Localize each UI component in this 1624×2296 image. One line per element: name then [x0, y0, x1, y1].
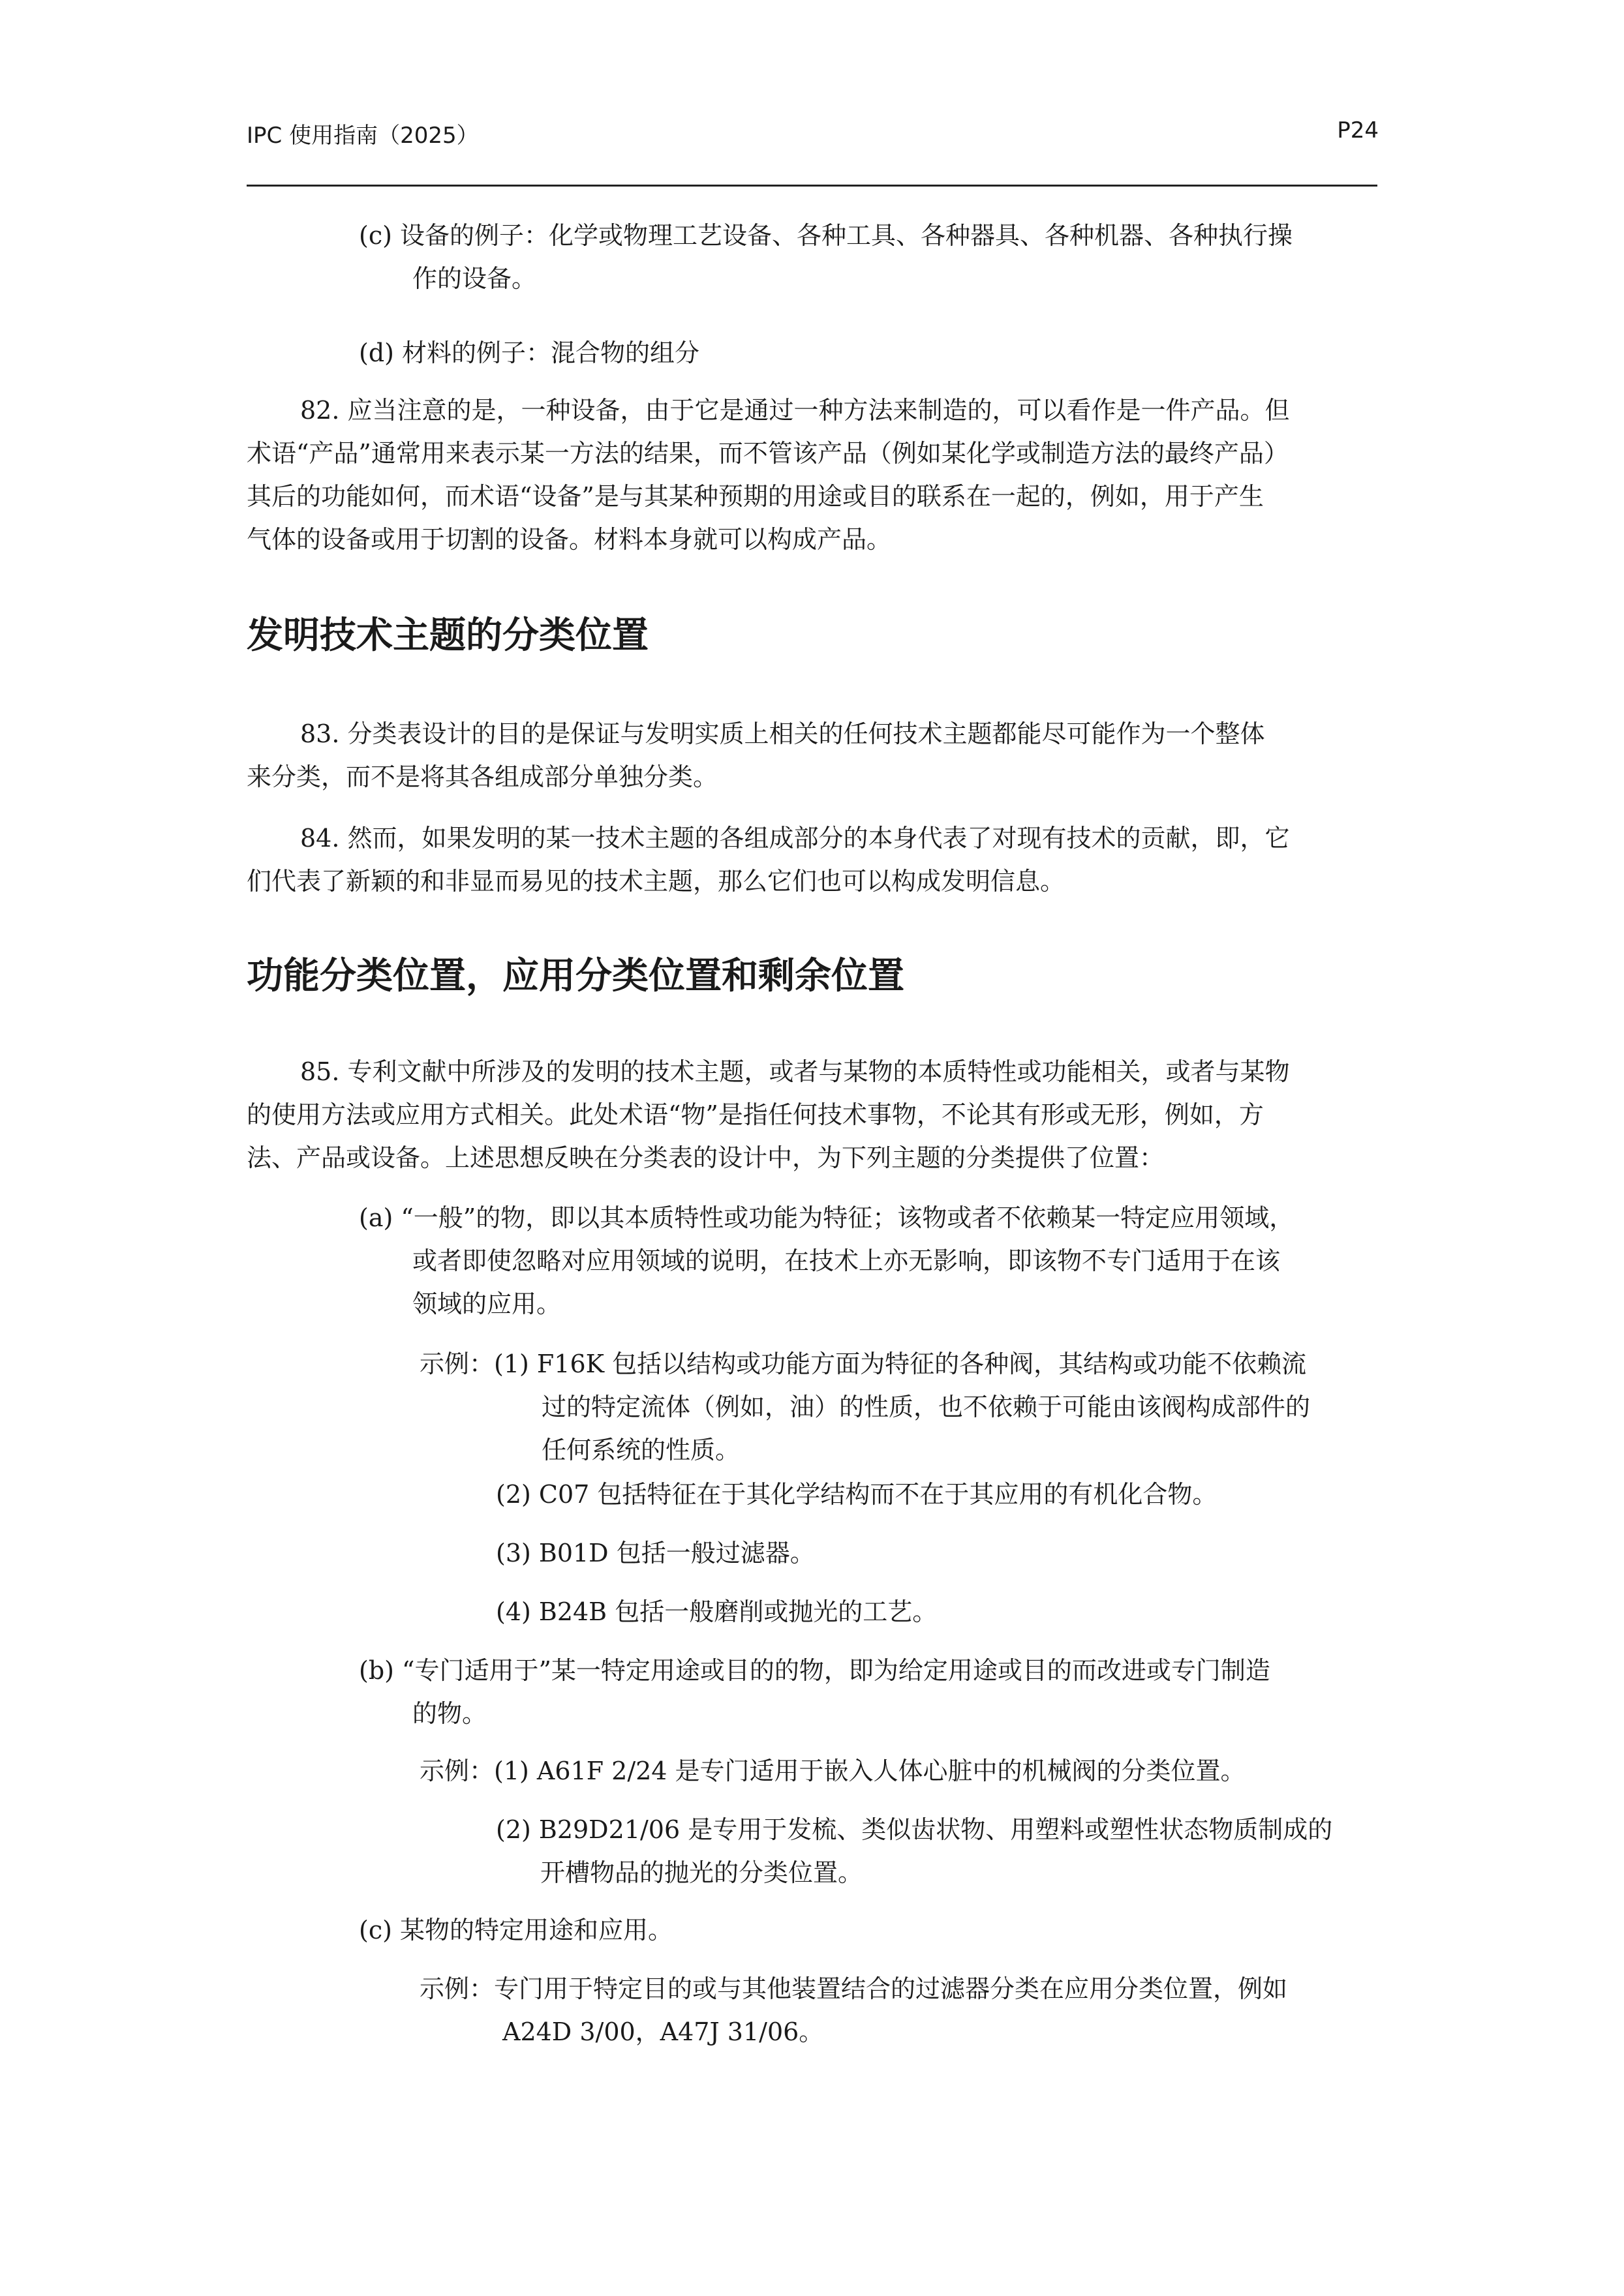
- paragraph-82-line: 82. 应当注意的是，一种设备，由于它是通过一种方法来制造的，可以看作是一件产品。但: [300, 396, 1290, 425]
- paragraph-85-line: 85. 专利文献中所涉及的发明的技术主题，或者与某物的本质特性或功能相关，或者与某物: [300, 1057, 1290, 1086]
- section-heading-function-application: 功能分类位置，应用分类位置和剩余位置: [247, 955, 904, 997]
- header-divider: [247, 185, 1377, 187]
- example-a-1-line: 过的特定流体（例如，油）的性质，也不依赖于可能由该阀构成部件的: [542, 1393, 1311, 1421]
- example-b-2-line: (2) B29D21/06 是专用于发梳、类似齿状物、用塑料或塑性状态物质制成的: [496, 1815, 1333, 1844]
- item-a-general-line: (a) “一般”的物，即以其本质特性或功能为特征；该物或者不依赖某一特定应用领域，: [359, 1203, 1295, 1232]
- example-a-4-line: (4) B24B 包括一般磨削或抛光的工艺。: [496, 1597, 938, 1626]
- header-title: IPC 使用指南（2025）: [247, 123, 479, 149]
- section-heading-classification-place: 发明技术主题的分类位置: [247, 614, 649, 657]
- example-a-2-line: (2) C07 包括特征在于其化学结构而不在于其应用的有机化合物。: [496, 1480, 1218, 1509]
- example-a-3-line: (3) B01D 包括一般过滤器。: [496, 1539, 815, 1567]
- item-c-equipment-line: 作的设备。: [412, 264, 537, 293]
- item-a-general-line: 或者即使忽略对应用领域的说明，在技术上亦无影响，即该物不专门适用于在该: [412, 1246, 1281, 1275]
- paragraph-84-line: 84. 然而，如果发明的某一技术主题的各组成部分的本身代表了对现有技术的贡献，即，它: [300, 824, 1290, 853]
- example-b-1-line: 示例：(1) A61F 2/24 是专门适用于嵌入人体心脏中的机械阀的分类位置。: [420, 1757, 1246, 1785]
- paragraph-82-line: 其后的功能如何，而术语“设备”是与其某种预期的用途或目的联系在一起的，例如，用于产生: [247, 482, 1264, 511]
- item-a-general-line: 领域的应用。: [412, 1290, 562, 1318]
- example-c-line: 示例：专门用于特定目的或与其他装置结合的过滤器分类在应用分类位置，例如: [420, 1974, 1288, 2003]
- example-b-2-line: 开槽物品的抛光的分类位置。: [540, 1858, 863, 1887]
- paragraph-84-line: 们代表了新颖的和非显而易见的技术主题，那么它们也可以构成发明信息。: [247, 867, 1065, 896]
- page-number: P24: [1337, 117, 1379, 144]
- example-a-1-line: 示例：(1) F16K 包括以结构或功能方面为特征的各种阀，其结构或功能不依赖流: [420, 1350, 1307, 1378]
- item-b-special-line: (b) “专门适用于”某一特定用途或目的的物，即为给定用途或目的而改进或专门制造: [359, 1656, 1270, 1685]
- item-c-use-line: (c) 某物的特定用途和应用。: [359, 1916, 673, 1944]
- item-b-special-line: 的物。: [412, 1699, 487, 1728]
- example-c-line: A24D 3/00，A47J 31/06。: [502, 2017, 824, 2046]
- item-c-equipment-line: (c) 设备的例子：化学或物理工艺设备、各种工具、各种器具、各种机器、各种执行操: [359, 221, 1293, 250]
- paragraph-83-line: 83. 分类表设计的目的是保证与发明实质上相关的任何技术主题都能尽可能作为一个整体: [300, 719, 1265, 748]
- item-d-material-line: (d) 材料的例子：混合物的组分: [359, 339, 700, 367]
- paragraph-82-line: 术语“产品”通常用来表示某一方法的结果，而不管该产品（例如某化学或制造方法的最终产品）: [247, 439, 1289, 468]
- paragraph-85-line: 的使用方法或应用方式相关。此处术语“物”是指任何技术事物，不论其有形或无形，例如，方: [247, 1100, 1264, 1129]
- paragraph-82-line: 气体的设备或用于切割的设备。材料本身就可以构成产品。: [247, 525, 892, 554]
- paragraph-83-line: 来分类，而不是将其各组成部分单独分类。: [247, 763, 718, 791]
- paragraph-85-line: 法、产品或设备。上述思想反映在分类表的设计中，为下列主题的分类提供了位置：: [247, 1143, 1165, 1172]
- example-a-1-line: 任何系统的性质。: [542, 1436, 741, 1464]
